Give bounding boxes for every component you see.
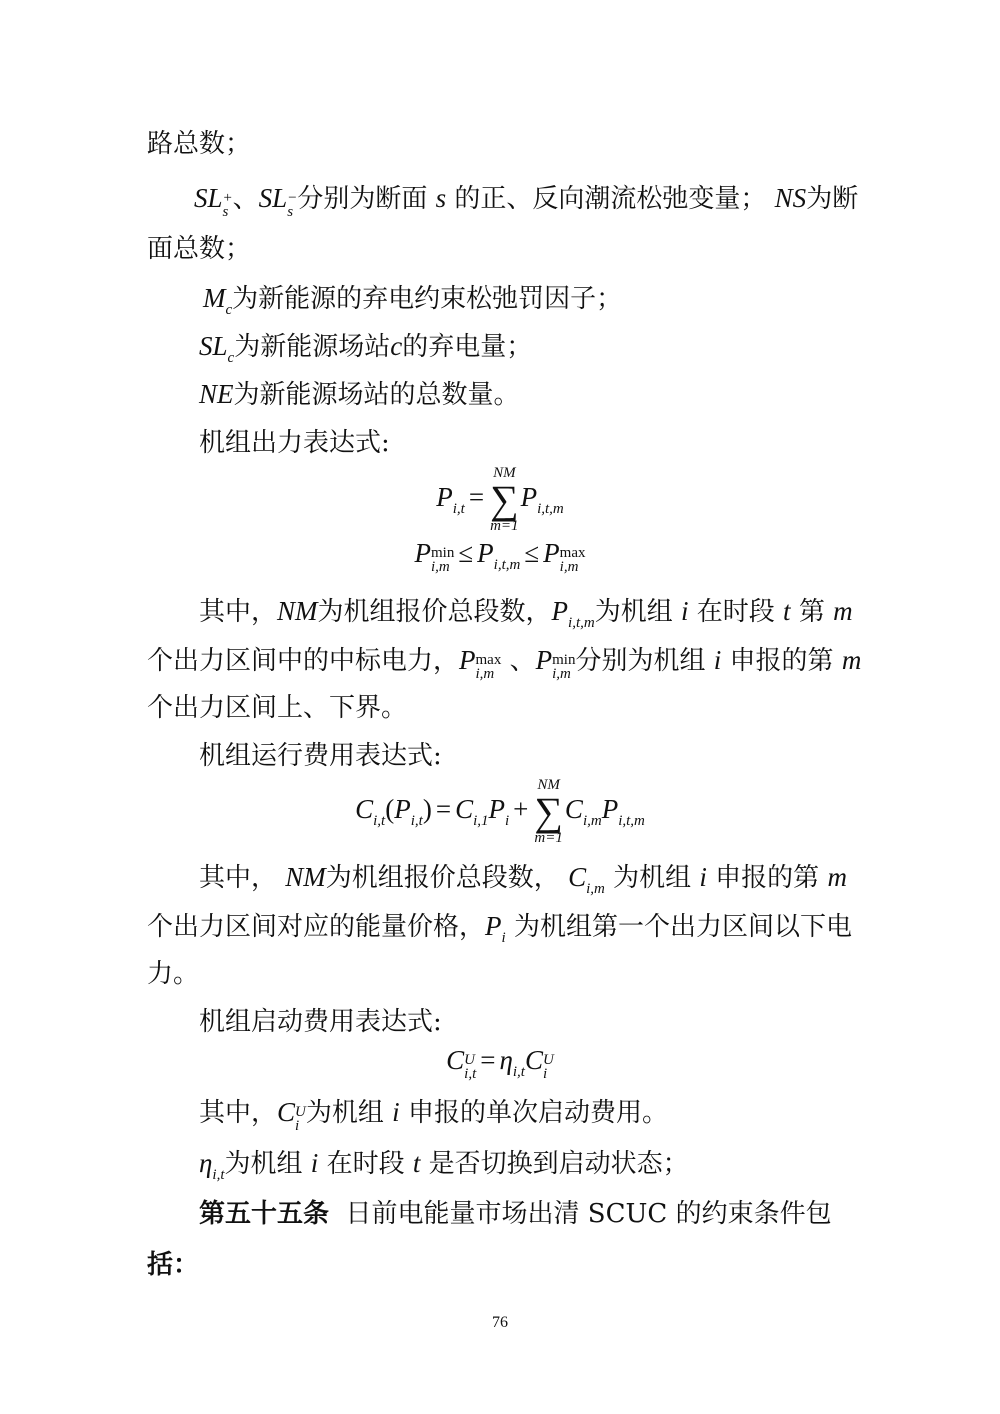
math-pi: $P_i$ [485,911,506,946]
math-pitm: $P_{i,t,m}$ [551,596,595,631]
math-ciu: C U i [277,1097,306,1134]
text-line: 机组运行费用表达式: [199,741,442,771]
math-pmax: P max i,m [459,645,502,682]
math-mc: $M_c$ [203,283,233,318]
text-line: 括： [147,1250,200,1280]
text-line: 面总数； [147,234,252,264]
text-line: $M_c$为新能源的弃电约束松弛罚因子； [203,283,623,318]
math-pmin: P min i,m [535,645,576,682]
math-slc: $SL_c$ [199,331,235,366]
article-number: 第五十五条 [199,1199,330,1229]
math-sl-minus: SL − s [258,183,298,220]
text-line: 其中，C U i 为机组 i 申报的单次启动费用。 [199,1097,668,1134]
text-line: 力。 [147,959,200,989]
text-line: $\eta_{i,t}$为机组 i 在时段 t 是否切换到启动状态； [199,1148,689,1183]
formula-output-bounds: P min i,m ≤ $P_{i,t,m} \le P$ max i,m [414,538,586,575]
text-line: 其中， NM为机组报价总段数， $C_{i,m}$ 为机组 i 申报的第 m [199,862,847,897]
formula-operating-cost: $C_{i,t}(P_{i,t}) = C_{i,1}P_i$ + NM ∑ m=1 $C_{i,m}P_{i,t,m}$ [355,777,645,846]
text-line: 个出力区间对应的能量价格，$P_i$ 为机组第一个出力区间以下电 [147,911,852,946]
text-line: 其中，NM为机组报价总段数，$P_{i,t,m}$为机组 i 在时段 t 第 m [199,596,853,631]
article-heading-line: 第五十五条 日前电能量市场出清 SCUC 的约束条件包 [199,1199,832,1229]
text-line: $SL_c$为新能源场站c的弃电量； [199,331,533,366]
text-line: 路总数； [147,129,252,159]
page-number: 76 [492,1314,508,1331]
text-line: 机组出力表达式: [199,428,390,458]
text-line: NE为新能源场站的总数量。 [199,379,520,410]
text-line: SL + s 、SL − s 分别为断面 s 的正、反向潮流松弛变量； NS为断 [194,183,859,220]
text-line: 机组启动费用表达式: [199,1007,442,1037]
math-eta: $\eta_{i,t}$ [199,1148,225,1183]
math-sl-plus: SL + s [194,183,233,220]
formula-output-sum: $P_{i,t}$ = NM ∑ m=1 $P_{i,t,m}$ [436,465,564,534]
text-line: 个出力区间中的中标电力，P max i,m 、P min i,m 分别为机组 i 申报的第 m [147,645,862,682]
text-line: 个出力区间上、下界。 [147,693,408,723]
math-cim: $C_{i,m}$ [568,862,605,897]
formula-startup-cost: C U i,t = $\eta_{i,t}C$ U i [446,1045,554,1082]
